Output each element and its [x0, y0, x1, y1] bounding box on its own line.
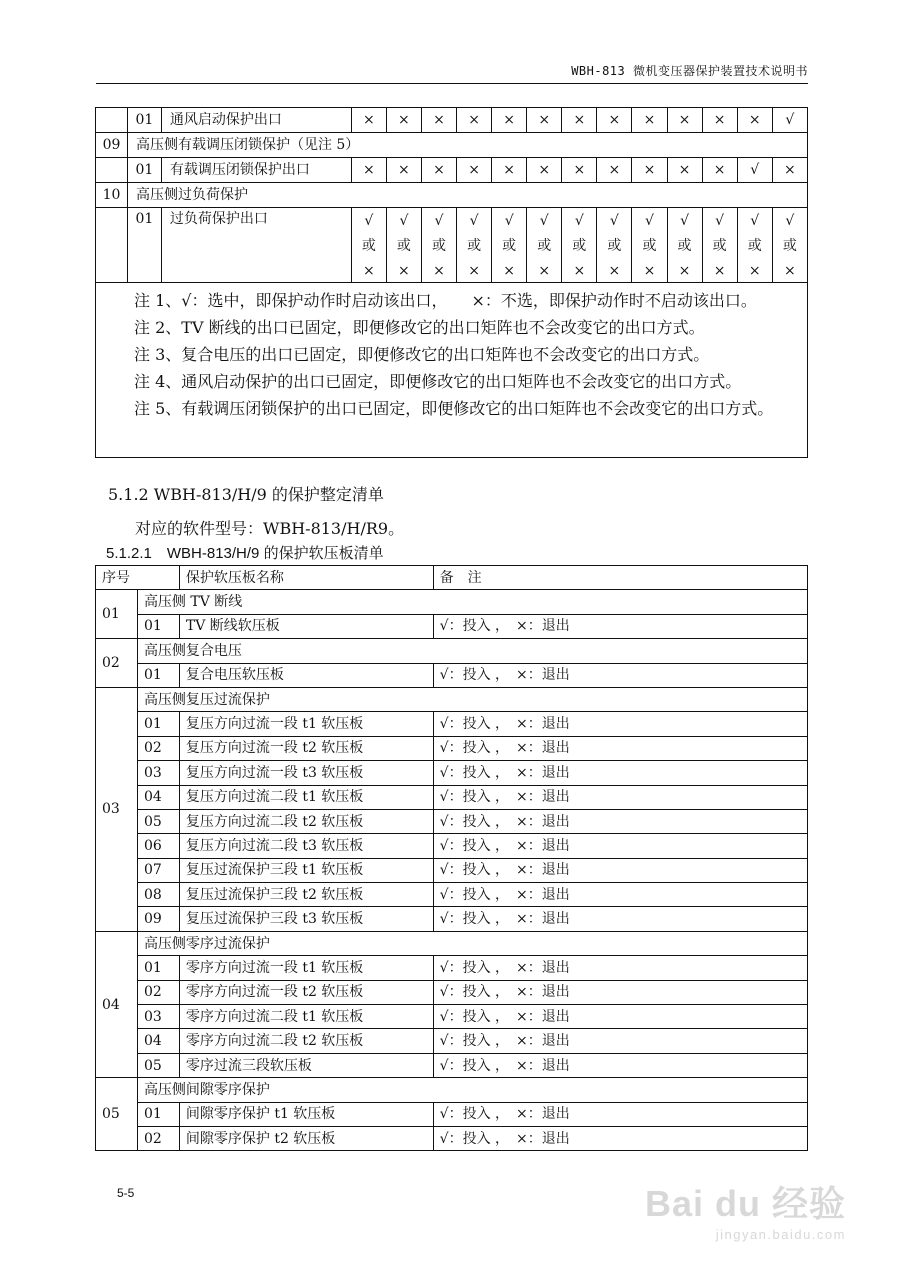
plate-name: 复压过流保护三段 t3 软压板 [179, 907, 433, 931]
item-label: 通风启动保护出口 [161, 108, 351, 133]
note: 注 3、复合电压的出口已固定，即便修改它的出口矩阵也不会改变它的出口方式。 [134, 345, 710, 364]
matrix-cell: √ 或 × [386, 208, 421, 283]
group-number: 01 [96, 590, 138, 639]
item-number: 07 [137, 858, 179, 882]
matrix-cell: × [702, 158, 737, 183]
table-row [96, 883, 808, 907]
matrix-cell: √ 或 × [492, 208, 527, 283]
table-row [96, 785, 808, 809]
plate-name: 复压方向过流一段 t1 软压板 [179, 712, 433, 736]
item-number: 02 [137, 1126, 179, 1150]
page-number: 5-5 [117, 1186, 135, 1200]
header-rule [96, 83, 808, 84]
matrix-cell: × [702, 108, 737, 133]
table-row [96, 1029, 808, 1053]
plate-name: 零序方向过流二段 t1 软压板 [179, 1005, 433, 1029]
table-row [96, 1126, 808, 1150]
group-row [96, 590, 808, 614]
item-number: 05 [137, 1053, 179, 1077]
plate-remark: √：投入 ， ×：退出 [433, 834, 807, 858]
matrix-cell: √ 或 × [351, 208, 386, 283]
watermark-url: jingyan.baidu.com [715, 1227, 846, 1242]
plate-name: 复压方向过流一段 t2 软压板 [179, 736, 433, 760]
plate-name: 间隙零序保护 t2 软压板 [179, 1126, 433, 1150]
table-row [96, 712, 808, 736]
item-number: 01 [127, 108, 161, 133]
plate-name: 零序方向过流一段 t1 软压板 [179, 956, 433, 980]
item-number: 02 [137, 736, 179, 760]
matrix-cell: × [527, 108, 562, 133]
matrix-cell: √ 或 × [702, 208, 737, 283]
plate-remark: √：投入 ， ×：退出 [433, 736, 807, 760]
matrix-cell: √ [772, 108, 807, 133]
matrix-cell: √ 或 × [597, 208, 632, 283]
matrix-cell: √ 或 × [457, 208, 492, 283]
item-number: 09 [137, 907, 179, 931]
plate-remark: √：投入 ， ×：退出 [433, 858, 807, 882]
baidu-logo: Bai du 经验 [644, 1183, 846, 1224]
plate-remark: √：投入 ， ×：退出 [433, 761, 807, 785]
item-number: 05 [137, 809, 179, 833]
plate-remark: √：投入 ， ×：退出 [433, 1053, 807, 1077]
item-number: 01 [127, 208, 161, 283]
item-label: 有载调压闭锁保护出口 [161, 158, 351, 183]
item-number: 01 [137, 1102, 179, 1126]
plate-remark: √：投入 ， ×：退出 [433, 809, 807, 833]
table-row [96, 761, 808, 785]
group-title: 高压侧复合电压 [137, 639, 807, 663]
table-row [96, 1102, 808, 1126]
section-title: 5.1.2 WBH-813/H/9 的保护整定清单 [108, 485, 384, 504]
header-seq: 序号 [96, 566, 180, 590]
matrix-cell: × [386, 108, 421, 133]
group-title: 高压侧间隙零序保护 [137, 1078, 807, 1102]
table-row [96, 1005, 808, 1029]
group-row [96, 931, 808, 955]
item-number: 08 [137, 883, 179, 907]
matrix-cell: × [772, 158, 807, 183]
plate-remark: √：投入 ， ×：退出 [433, 980, 807, 1004]
matrix-cell: × [667, 158, 702, 183]
note: 注 1、√：选中，即保护动作时启动该出口， ×：不选，即保护动作时不启动该出口。 [134, 291, 757, 310]
watermark [645, 1176, 846, 1242]
group-row [96, 687, 808, 711]
plate-remark: √：投入 ， ×：退出 [433, 614, 807, 638]
plate-name: 复压方向过流一段 t3 软压板 [179, 761, 433, 785]
matrix-cell: × [421, 108, 456, 133]
matrix-cell: × [632, 158, 667, 183]
plate-name: 复合电压软压板 [179, 663, 433, 687]
table-row [96, 108, 808, 133]
item-number: 02 [137, 980, 179, 1004]
item-number: 01 [137, 956, 179, 980]
plate-remark: √：投入 ， ×：退出 [433, 1005, 807, 1029]
matrix-cell: √ 或 × [667, 208, 702, 283]
group-row [96, 1078, 808, 1102]
plate-name: 复压方向过流二段 t1 软压板 [179, 785, 433, 809]
header-name: 保护软压板名称 [179, 566, 433, 590]
plate-remark: √：投入 ， ×：退出 [433, 663, 807, 687]
matrix-cell: √ [737, 158, 772, 183]
matrix-cell: × [492, 158, 527, 183]
item-number: 01 [127, 158, 161, 183]
table-row [96, 809, 808, 833]
group-number: 02 [96, 639, 138, 688]
table-row [96, 614, 808, 638]
matrix-cell: × [351, 158, 386, 183]
table-row [96, 907, 808, 931]
matrix-cell: × [527, 158, 562, 183]
item-number: 04 [137, 1029, 179, 1053]
group-number: 09 [96, 133, 128, 158]
group-title: 高压侧 TV 断线 [137, 590, 807, 614]
matrix-cell: × [457, 158, 492, 183]
matrix-cell: × [562, 158, 597, 183]
plate-remark: √：投入 ， ×：退出 [433, 907, 807, 931]
matrix-cell: √ 或 × [562, 208, 597, 283]
plate-remark: √：投入 ， ×：退出 [433, 1126, 807, 1150]
matrix-cell: × [386, 158, 421, 183]
plate-remark: √：投入 ， ×：退出 [433, 1029, 807, 1053]
notes-cell [96, 283, 808, 458]
output-matrix-table [95, 107, 808, 458]
table-row [96, 980, 808, 1004]
plate-name: 零序过流三段软压板 [179, 1053, 433, 1077]
matrix-cell: × [632, 108, 667, 133]
item-label: 过负荷保护出口 [161, 208, 351, 283]
item-number: 04 [137, 785, 179, 809]
matrix-cell: √ 或 × [421, 208, 456, 283]
item-number: 03 [137, 1005, 179, 1029]
plate-remark: √：投入 ， ×：退出 [433, 712, 807, 736]
table-row [96, 1053, 808, 1077]
group-row [96, 639, 808, 663]
item-number: 01 [137, 614, 179, 638]
group-number: 03 [96, 687, 138, 931]
matrix-cell: × [597, 158, 632, 183]
plate-remark: √：投入 ， ×：退出 [433, 956, 807, 980]
table-row [96, 956, 808, 980]
note: 注 4、通风启动保护的出口已固定，即便修改它的出口矩阵也不会改变它的出口方式。 [134, 372, 742, 391]
group-number: 04 [96, 931, 138, 1077]
matrix-cell: × [492, 108, 527, 133]
matrix-cell: √ 或 × [527, 208, 562, 283]
item-number: 03 [137, 761, 179, 785]
document-header: WBH-813 微机变压器保护装置技术说明书 [571, 64, 808, 78]
notes-row [96, 283, 808, 458]
plate-name: 零序方向过流二段 t2 软压板 [179, 1029, 433, 1053]
header-row [96, 566, 808, 590]
matrix-cell: √ 或 × [737, 208, 772, 283]
note: 注 5、有载调压闭锁保护的出口已固定，即便修改它的出口矩阵也不会改变它的出口方式。 [134, 399, 774, 418]
item-number: 01 [137, 663, 179, 687]
matrix-cell: √ 或 × [772, 208, 807, 283]
plate-remark: √：投入 ， ×：退出 [433, 883, 807, 907]
table-row [96, 663, 808, 687]
group-row [96, 133, 808, 158]
plate-name: 复压方向过流二段 t3 软压板 [179, 834, 433, 858]
subsection-title: 5.1.2.1 WBH-813/H/9 的保护软压板清单 [106, 545, 384, 562]
note: 注 2、TV 断线的出口已固定，即便修改它的出口矩阵也不会改变它的出口方式。 [134, 318, 705, 337]
table-row [96, 736, 808, 760]
matrix-cell: × [667, 108, 702, 133]
item-number: 06 [137, 834, 179, 858]
matrix-cell: × [457, 108, 492, 133]
table-row [96, 834, 808, 858]
matrix-cell: × [562, 108, 597, 133]
group-number: 05 [96, 1078, 138, 1151]
soft-plate-table [95, 565, 808, 1151]
matrix-cell: × [351, 108, 386, 133]
table-row [96, 858, 808, 882]
group-title: 高压侧有载调压闭锁保护（见注 5） [127, 133, 807, 158]
plate-name: TV 断线软压板 [179, 614, 433, 638]
matrix-cell: × [421, 158, 456, 183]
table-row [96, 158, 808, 183]
software-model: 对应的软件型号：WBH-813/H/R9。 [135, 519, 405, 538]
plate-name: 复压过流保护三段 t2 软压板 [179, 883, 433, 907]
matrix-cell: × [737, 108, 772, 133]
plate-name: 零序方向过流一段 t2 软压板 [179, 980, 433, 1004]
matrix-cell: × [597, 108, 632, 133]
group-title: 高压侧过负荷保护 [127, 183, 807, 208]
group-number: 10 [96, 183, 128, 208]
plate-name: 间隙零序保护 t1 软压板 [179, 1102, 433, 1126]
plate-name: 复压过流保护三段 t1 软压板 [179, 858, 433, 882]
item-number: 01 [137, 712, 179, 736]
plate-name: 复压方向过流二段 t2 软压板 [179, 809, 433, 833]
matrix-cell: √ 或 × [632, 208, 667, 283]
table-row [96, 208, 808, 283]
group-row [96, 183, 808, 208]
plate-remark: √：投入 ， ×：退出 [433, 1102, 807, 1126]
group-title: 高压侧复压过流保护 [137, 687, 807, 711]
plate-remark: √：投入 ， ×：退出 [433, 785, 807, 809]
header-remark: 备 注 [433, 566, 807, 590]
group-title: 高压侧零序过流保护 [137, 931, 807, 955]
